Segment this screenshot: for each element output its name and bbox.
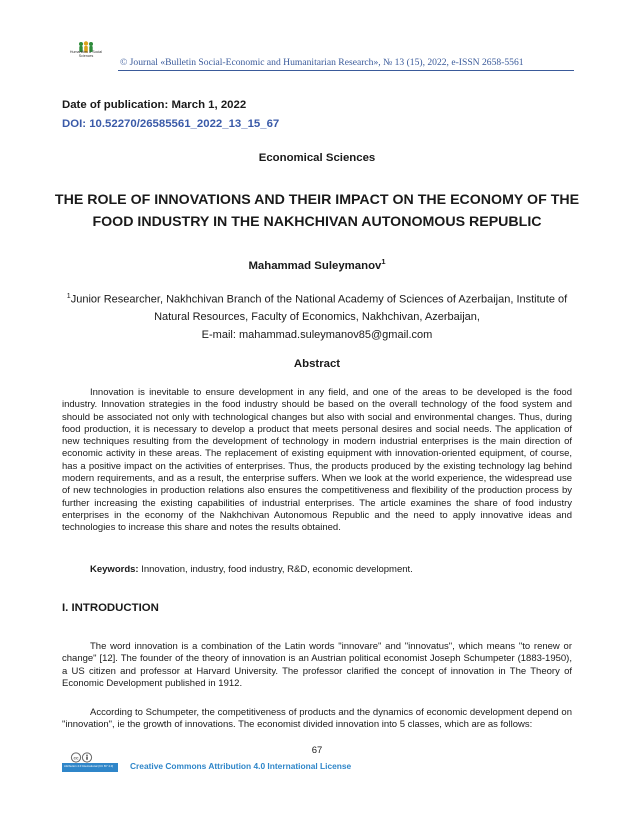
cc-by-icon — [70, 752, 94, 763]
svg-text:cc: cc — [73, 755, 79, 761]
introduction-heading: I. INTRODUCTION — [62, 602, 159, 614]
logo-caption — [62, 50, 110, 58]
header-divider — [118, 70, 574, 71]
introduction-paragraph-2: According to Schumpeter, the competitiveness of products and the dynamics of economic development depend on "innovation", ie the growth of innovations. The economist divided innovation into 5 classes, which are as follows: — [62, 707, 572, 731]
affiliation-line: Junior Researcher, Nakhchivan Branch of the National Academy of Sciences of Azerbaijan, Institute of Natural Resources, Faculty of Economics, Nakhchivan, Azerbaijan, — [70, 293, 568, 324]
author-sup: 1 — [381, 257, 386, 266]
affiliation-email: E-mail: mahammad.suleymanov85@gmail.com — [201, 328, 433, 341]
publication-date: Date of publication: March 1, 2022 — [62, 99, 247, 111]
paper-title: THE ROLE OF INNOVATIONS AND THEIR IMPACT ON THE ECONOMY OF THE FOOD INDUSTRY IN THE NAKHCHIVAN AUTONOMOUS REPUBLIC — [54, 192, 580, 230]
license-link[interactable]: Creative Commons Attribution 4.0 International License — [130, 761, 352, 771]
logo-caption-line1: Humanities & Social — [69, 50, 103, 54]
keywords-label: Keywords: — [90, 564, 139, 575]
keywords-list: Innovation, industry, food industry, R&D, economic development. — [138, 564, 413, 575]
logo-caption-line2: Sciences — [78, 54, 94, 58]
section-name: Economical Sciences — [258, 152, 376, 164]
cc-badge-text: Attribution 4.0 International (CC BY 4.0) — [64, 764, 114, 768]
journal-info: © Journal «Bulletin Social-Economic and Humanitarian Research», № 13 (15), 2022, e-ISSN 2658-5561 — [120, 57, 524, 68]
keywords — [62, 564, 572, 575]
journal-header — [62, 40, 572, 70]
affiliation — [48, 288, 586, 344]
affiliation-sup: 1 — [66, 293, 71, 300]
affiliation-text — [48, 288, 586, 327]
doi-link[interactable]: DOI: 10.52270/26585561_2022_13_15_67 — [62, 118, 280, 130]
author — [0, 257, 634, 272]
introduction-paragraph-1: The word innovation is a combination of the Latin words "innovare" and "innovatus", which means "to renew or change" [12]. The founder of the theory of innovation is an Austrian political economist Joseph Schumpeter (1883-1950), a US citizen and professor at Harvard University. The professor clarified the concept of innovation in The Theory of Economic Development published in 1912. — [62, 641, 572, 689]
journal-logo — [62, 40, 110, 70]
author-name: Mahammad Suleymanov — [248, 259, 382, 272]
abstract-heading: Abstract — [293, 358, 341, 370]
cc-badge[interactable] — [62, 752, 118, 772]
page-number: 67 — [311, 745, 323, 756]
abstract-text: Innovation is inevitable to ensure development in any field, and one of the areas to be developed is the food industry. Innovation strategies in the food industry should be based on the overall technology of the food system and should be associated not only with technological changes but also with social and environmental changes. Thus, during food production, it is necessary to develop a product that meets personal desires and social needs. The application of new techniques resulting from the development of technology in modern industrial enterprises is the main direction of economic activity in these areas. The replacement of existing equipment with innovation-oriented equipment, of course, has a positive impact on the activities of enterprises. Thus, the products produced by the existing technology lag behind modern requirements, and as a result, the enterprise suffers. When we look at the world experience, the widespread use of new technologies in production relations also ensures the competitiveness and flexibility of the production process by further increasing the existing capabilities of industrial enterprises. The article examines the share of food industry enterprises in the economy of the Nakhchivan Autonomous Republic and the need to apply innovative ideas and technologies to increase this share and notes the results obtained. — [62, 387, 572, 534]
